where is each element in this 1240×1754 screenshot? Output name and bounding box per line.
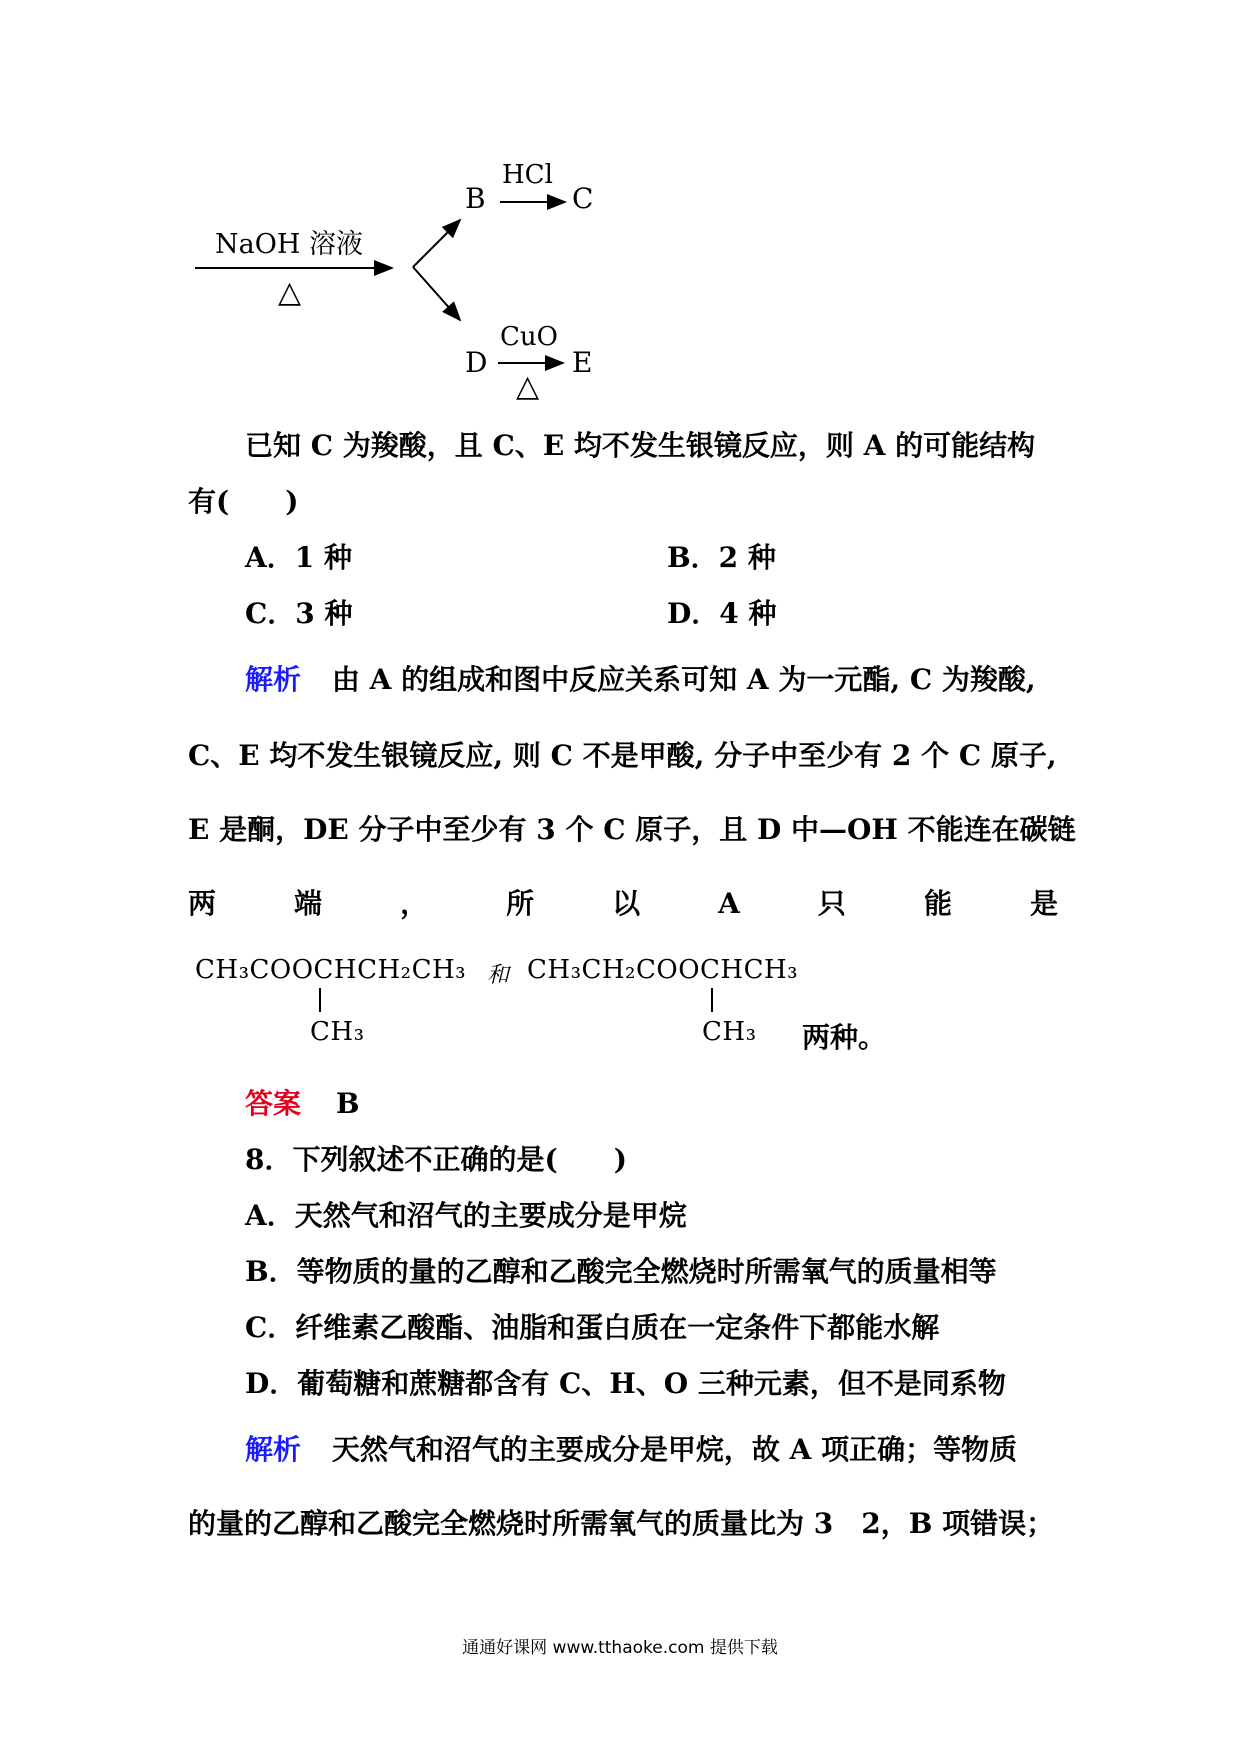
word: 以: [612, 887, 641, 920]
q8-analysis-line1: 天然气和沼气的主要成分是甲烷，故 A 项正确；等物质: [331, 1433, 1018, 1466]
q7-analysis-line3: E 是酮，DE 分子中至少有 3 个 C 原子，且 D 中—OH 不能连在碳链: [188, 813, 1076, 846]
q8-stem: 8．下列叙述不正确的是( ): [245, 1143, 627, 1176]
word: 端: [294, 887, 323, 920]
reagent-hcl: HCl: [502, 160, 553, 190]
branch-2: CH₃: [702, 1017, 757, 1047]
footer-source: 通通好课网 www.tthaoke.com 提供下载: [462, 1638, 778, 1658]
branch-1: CH₃: [310, 1017, 365, 1047]
word: 只: [817, 887, 846, 920]
reagent-cuo: CuO: [500, 322, 558, 352]
analysis-label: 解析: [245, 1433, 302, 1466]
answer-value: B: [335, 1087, 360, 1120]
lower-branch-arrow: [413, 267, 460, 320]
q8-analysis-line2: 的量的乙醇和乙酸完全燃烧时所需氧气的质量比为 3 2，B 项错误；: [188, 1507, 1055, 1540]
reaction-arrows: [180, 150, 640, 410]
q7-option-a: A．1 种: [245, 541, 352, 574]
q8-option-a: A．天然气和沼气的主要成分是甲烷: [245, 1199, 687, 1232]
heat-symbol: △: [278, 275, 302, 310]
q7-analysis-line2: C、E 均不发生银镜反应, 则 C 不是甲酸, 分子中至少有 2 个 C 原子,: [188, 739, 1057, 772]
q8-analysis-first-line: [245, 1433, 1018, 1466]
answer-label: 答案: [245, 1087, 302, 1120]
formula-2: CH₃CH₂COOCHCH₃: [527, 955, 799, 985]
word: 所: [506, 887, 535, 920]
formula-1: CH₃COOCHCH₂CH₃: [195, 955, 467, 985]
q7-stem-line1: 已知 C 为羧酸，且 C、E 均不发生银镜反应，则 A 的可能结构: [245, 429, 1036, 462]
q8-option-b: B．等物质的量的乙醇和乙酸完全燃烧时所需氧气的质量相等: [245, 1255, 997, 1288]
q7-analysis-line4: [188, 887, 1058, 920]
bond-line-2: [711, 988, 713, 1012]
compound-e: E: [572, 346, 593, 379]
q7-option-c: C．3 种: [245, 597, 353, 630]
formula-tail: 两种。: [802, 1021, 887, 1054]
q7-option-b: B．2 种: [667, 541, 776, 574]
compound-b: B: [465, 182, 486, 215]
q7-analysis-line1: 由 A 的组成和图中反应关系可知 A 为一元酯, C 为羧酸,: [331, 663, 1036, 696]
compound-c: C: [572, 182, 594, 215]
word: 能: [923, 887, 952, 920]
q7-stem-line2: 有( ): [188, 485, 299, 518]
bond-line-1: [319, 988, 321, 1012]
q7-option-d: D．4 种: [667, 597, 777, 630]
word: A: [718, 887, 740, 920]
heat-symbol-2: △: [516, 369, 540, 404]
formula-and: 和: [487, 963, 510, 988]
word: 是: [1029, 887, 1058, 920]
q7-analysis-first-line: [245, 663, 1036, 696]
q8-option-c: C．纤维素乙酸酯、油脂和蛋白质在一定条件下都能水解: [245, 1311, 940, 1344]
word: ，: [400, 887, 429, 920]
compound-d: D: [465, 346, 488, 379]
upper-branch-arrow: [413, 220, 460, 267]
q8-option-d: D．葡萄糖和蔗糖都含有 C、H、O 三种元素，但不是同系物: [245, 1367, 1006, 1400]
word: 两: [188, 887, 217, 920]
reagent-naoh: NaOH 溶液: [215, 229, 363, 260]
analysis-label: 解析: [245, 663, 302, 696]
q7-answer: [245, 1087, 360, 1120]
